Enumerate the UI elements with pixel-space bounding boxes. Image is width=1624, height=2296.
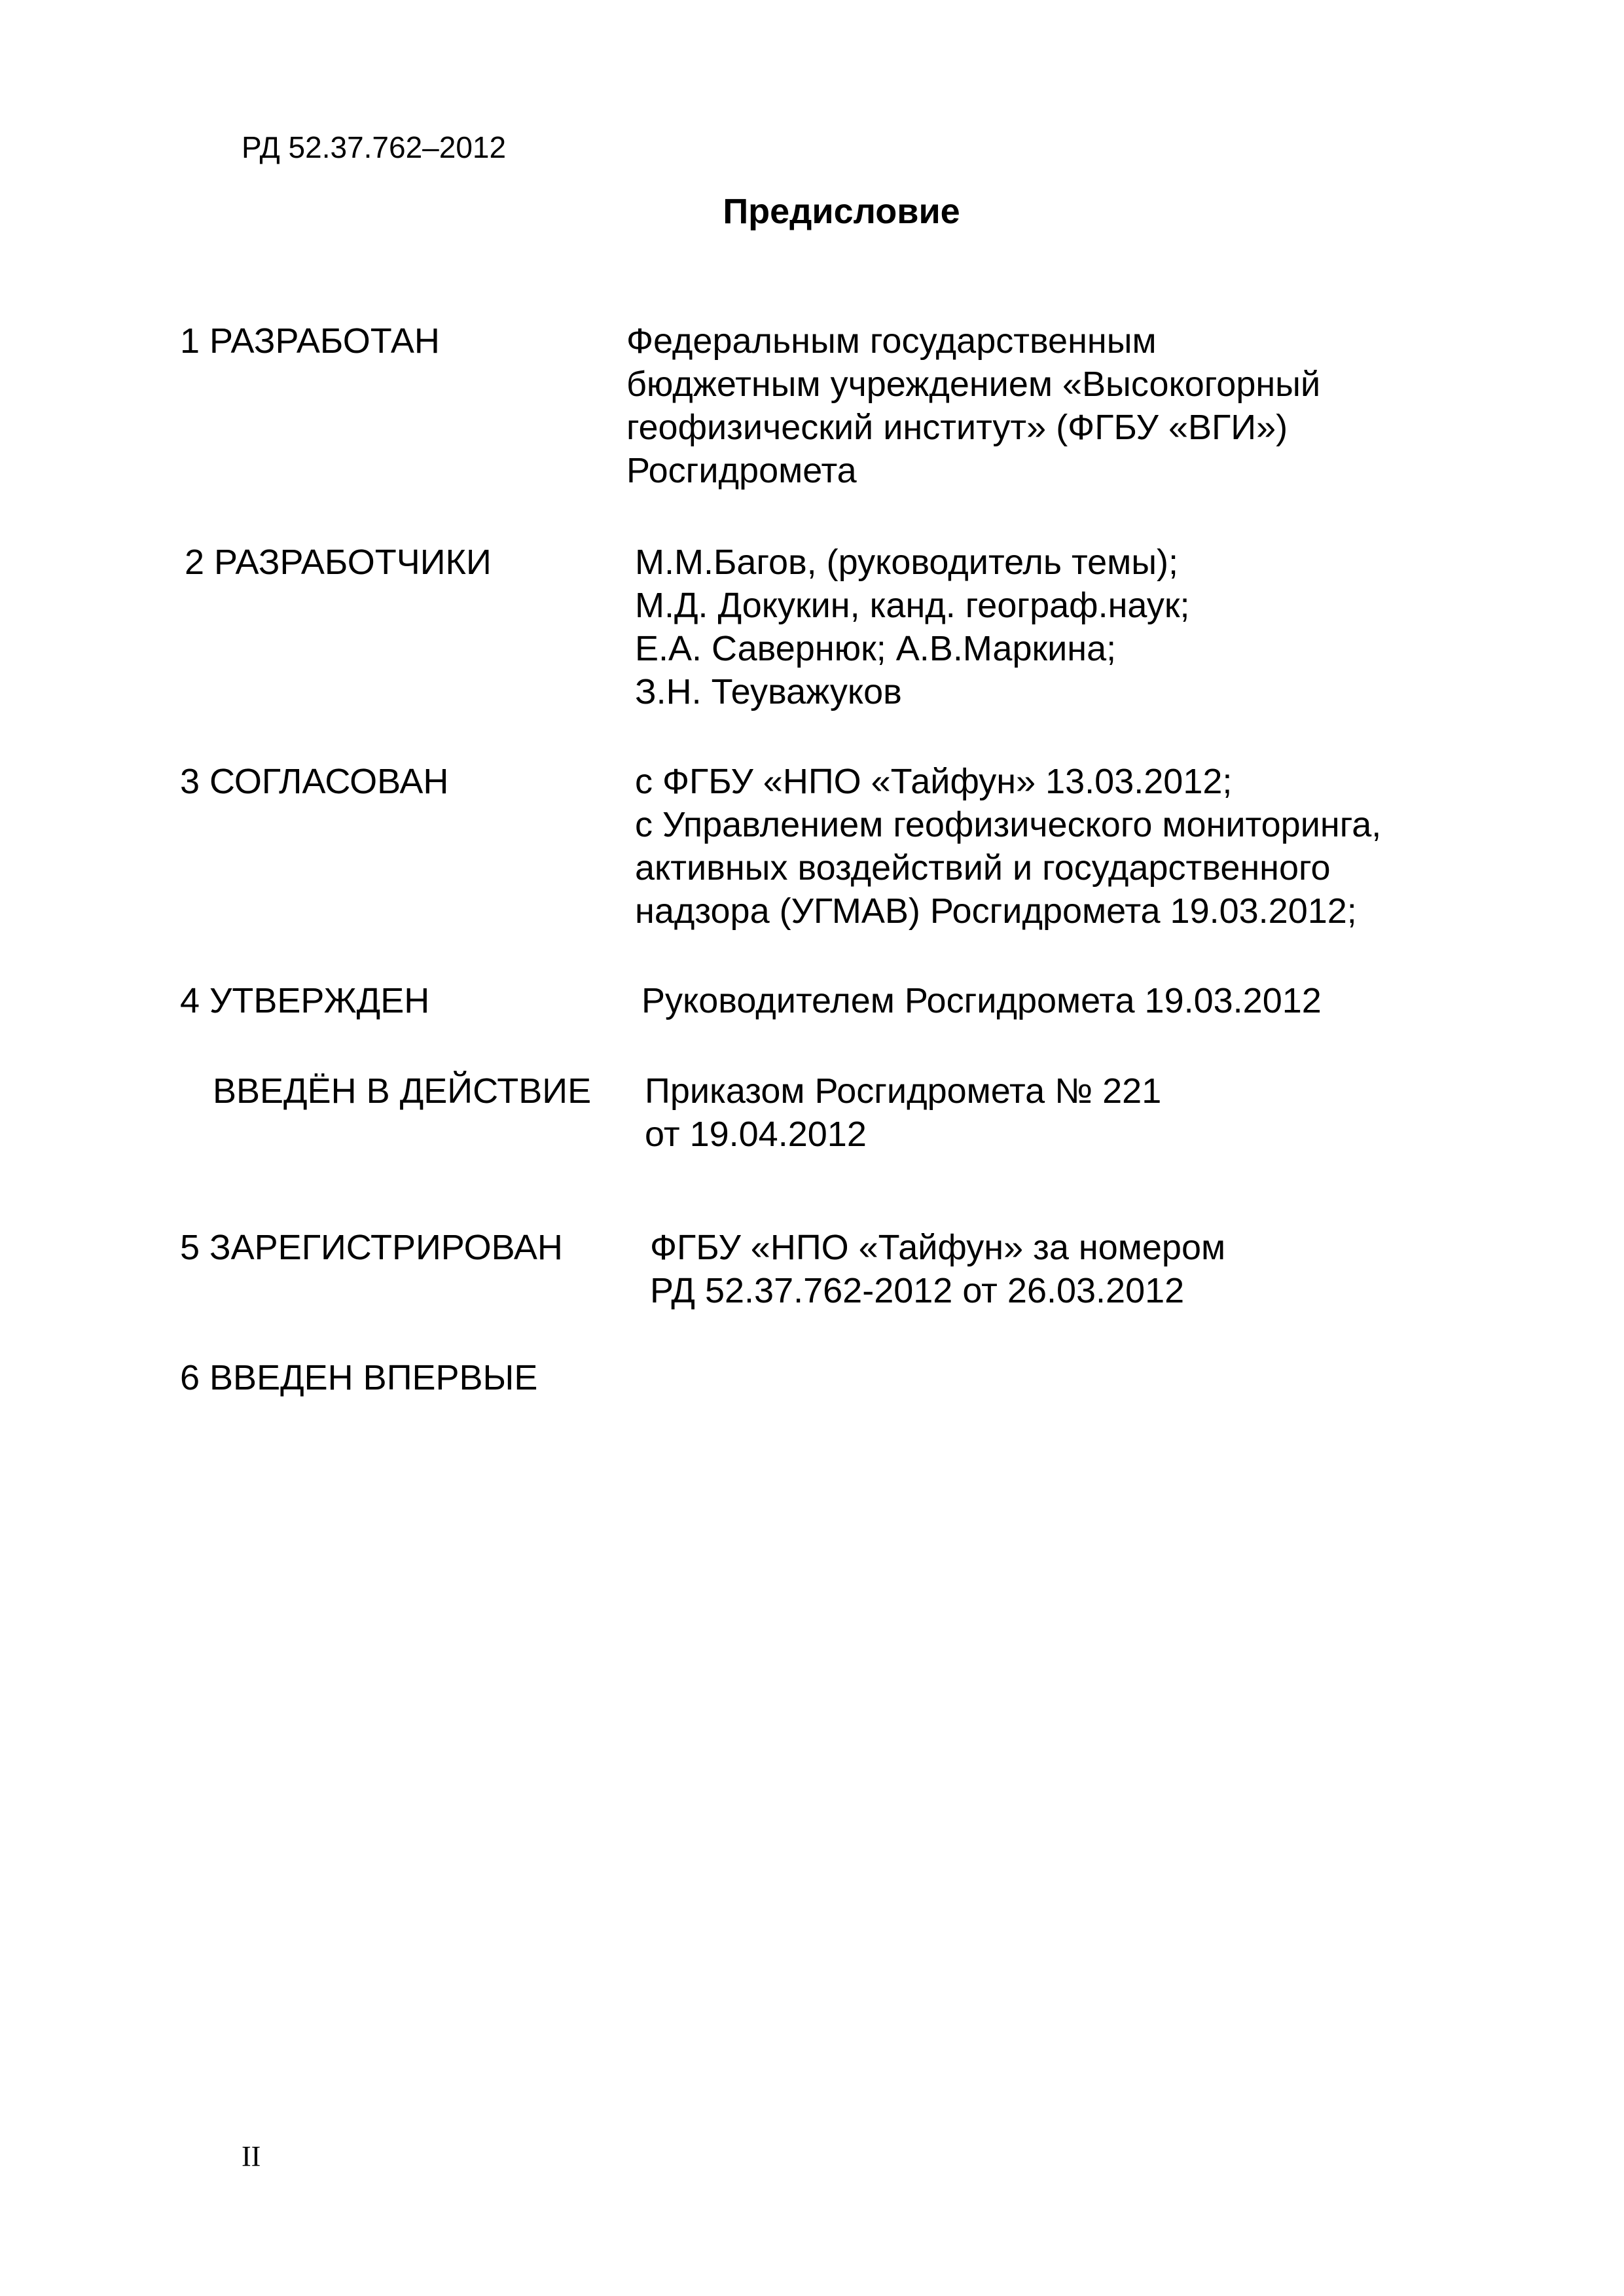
section-3-label: 3 СОГЛАСОВАН [180,762,449,801]
section-3-line: активных воздействий и государственного [635,848,1331,888]
section-2-line: М.Д. Докукин, канд. географ.наук; [635,586,1190,625]
section-3-value [635,760,1381,933]
section-5-line: ФГБУ «НПО «Тайфун» за номером [650,1228,1226,1267]
section-6-label: 6 ВВЕДЕН ВПЕРВЫЕ [180,1358,538,1397]
section-1-value [626,319,1320,492]
section-5-line: РД 52.37.762-2012 от 26.03.2012 [650,1271,1185,1310]
section-3-line: с Управлением геофизического мониторинга, [635,805,1382,844]
section-3-line: надзора (УГМАВ) Росгидромета 19.03.2012; [635,891,1357,931]
section-2-line: Е.А. Савернюк; А.В.Маркина; [635,629,1117,668]
section-3-line: с ФГБУ «НПО «Тайфун» 13.03.2012; [635,762,1233,801]
section-1-line: Росгидромета [626,451,857,490]
section-1-label: 1 РАЗРАБОТАН [180,321,440,361]
enacted-line: Приказом Росгидромета № 221 [645,1071,1162,1111]
section-4-label: 4 УТВЕРЖДЕН [180,981,430,1020]
section-1-line: геофизический институт» (ФГБУ «ВГИ») [626,408,1288,447]
page-title: Предисловие [723,192,960,231]
enacted-value [645,1069,1161,1156]
section-5-label: 5 ЗАРЕГИСТРИРОВАН [180,1228,563,1267]
section-1-line: Федеральным государственным [626,321,1157,361]
section-2-value [635,541,1189,713]
enacted-label: ВВЕДЁН В ДЕЙСТВИЕ [213,1071,592,1111]
section-1-line: бюджетным учреждением «Высокогорный [626,365,1321,404]
document-code: РД 52.37.762–2012 [242,130,507,164]
section-2-line: М.М.Багов, (руководитель темы); [635,543,1179,582]
section-4-value [641,979,1322,1022]
page-number: II [242,2140,261,2172]
section-2-line: З.Н. Теуважуков [635,672,902,711]
section-5-value [650,1226,1225,1312]
enacted-line: от 19.04.2012 [645,1115,867,1154]
section-2-label: 2 РАЗРАБОТЧИКИ [185,543,492,582]
section-4-line: Руководителем Росгидромета 19.03.2012 [641,981,1322,1020]
